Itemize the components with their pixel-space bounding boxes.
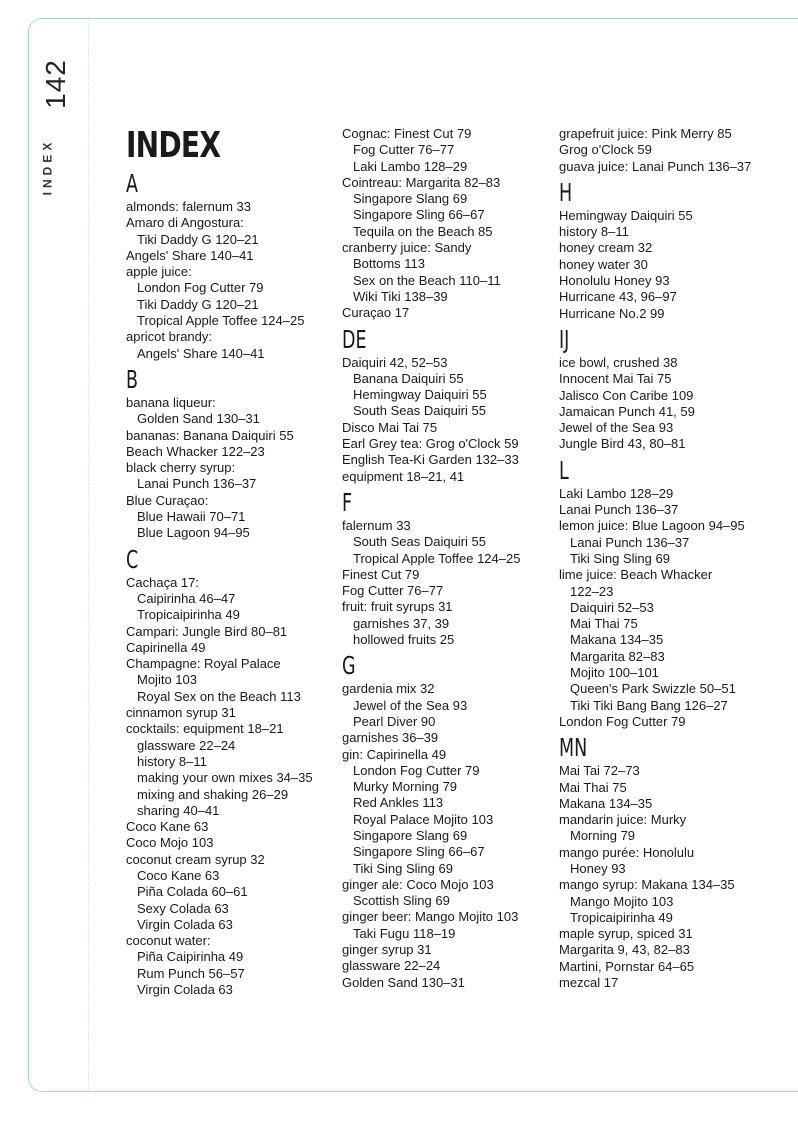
- index-subentry: Fog Cutter 76–77: [353, 142, 455, 158]
- index-entry: cranberry juice: Sandy: [342, 240, 472, 256]
- index-entry: Golden Sand 130–31: [342, 974, 465, 990]
- index-subentry: Sex on the Beach 110–11: [353, 272, 501, 288]
- index-entry: Fog Cutter 76–77: [342, 583, 444, 599]
- index-subentry: Wiki Tiki 138–39: [353, 288, 448, 304]
- index-subentry: Tequila on the Beach 85: [353, 223, 493, 239]
- index-entry: London Fog Cutter 79: [559, 713, 686, 729]
- section-letter: DE: [342, 324, 367, 354]
- section-letter: C: [126, 544, 139, 574]
- index-column-2: [342, 126, 547, 991]
- index-subentry: Golden Sand 130–31: [137, 411, 260, 427]
- side-label: [40, 130, 65, 210]
- index-subentry: Taki Fugu 118–19: [353, 925, 456, 941]
- index-subentry: Mai Thai 75: [570, 616, 638, 632]
- index-entry: ginger ale: Coco Mojo 103: [342, 876, 494, 892]
- index-entry: ginger beer: Mango Mojito 103: [342, 909, 519, 925]
- index-subentry: Margarita 82–83: [570, 648, 665, 664]
- index-subentry: Singapore Slang 69: [353, 827, 468, 843]
- index-subentry: Mango Mojito 103: [570, 893, 674, 909]
- index-subentry: Lanai Punch 136–37: [570, 534, 690, 550]
- index-subentry: Piña Colada 60–61: [137, 884, 248, 900]
- index-subentry: Hemingway Daiquiri 55: [353, 387, 487, 403]
- index-subentry: history 8–11: [137, 753, 207, 769]
- index-entry: Jewel of the Sea 93: [559, 420, 674, 436]
- index-entry: maple syrup, spiced 31: [559, 926, 693, 942]
- index-entry: Martini, Pornstar 64–65: [559, 958, 695, 974]
- index-subentry: South Seas Daiquiri 55: [353, 403, 486, 419]
- index-entry: apple juice:: [126, 264, 192, 280]
- index-subentry: sharing 40–41: [137, 802, 220, 818]
- index-entry: Campari: Jungle Bird 80–81: [126, 623, 288, 639]
- index-subentry: Scottish Sling 69: [353, 893, 450, 909]
- page-number: [39, 58, 77, 109]
- index-entry: garnishes 36–39: [342, 730, 439, 746]
- index-entry: mandarin juice: Murky: [559, 812, 687, 828]
- index-entry: Grog o'Clock 59: [559, 142, 652, 158]
- index-entry: ginger syrup 31: [342, 942, 432, 958]
- index-entry: Coco Kane 63: [126, 819, 209, 835]
- index-entry: gardenia mix 32: [342, 681, 435, 697]
- index-entry: Capirinella 49: [126, 639, 206, 655]
- index-entry: Mai Thai 75: [559, 779, 627, 795]
- index-entry: Curaçao 17: [342, 305, 410, 321]
- section-letter: G: [342, 651, 356, 681]
- index-entry: Cointreau: Margarita 82–83: [342, 174, 501, 190]
- index-entry: coconut water:: [126, 933, 211, 949]
- index-subentry: London Fog Cutter 79: [137, 280, 264, 296]
- index-subentry: Royal Sex on the Beach 113: [137, 688, 301, 704]
- index-entry: Innocent Mai Tai 75: [559, 371, 672, 387]
- index-subentry: London Fog Cutter 79: [353, 762, 480, 778]
- index-entry: guava juice: Lanai Punch 136–37: [559, 158, 752, 174]
- index-subentry: garnishes 37, 39: [353, 615, 450, 631]
- index-entry: Jalisco Con Caribe 109: [559, 387, 694, 403]
- section-letter: MN: [559, 733, 588, 763]
- index-subentry: Coco Kane 63: [137, 867, 220, 883]
- index-entry: Blue Curaçao:: [126, 492, 209, 508]
- index-entry: Disco Mai Tai 75: [342, 419, 438, 435]
- index-entry: banana liqueur:: [126, 394, 216, 410]
- index-entry: Makana 134–35: [559, 795, 653, 811]
- index-entry: English Tea-Ki Garden 132–33: [342, 452, 519, 468]
- index-entry: cocktails: equipment 18–21: [126, 721, 284, 737]
- index-entry: glassware 22–24: [342, 958, 441, 974]
- index-subentry: Tiki Sing Sling 69: [570, 550, 670, 566]
- index-subentry: Mojito 100–101: [570, 665, 659, 681]
- index-subentry: Tiki Tiki Bang Bang 126–27: [570, 697, 728, 713]
- index-entry: history 8–11: [559, 224, 629, 240]
- side-label-text: INDEX: [40, 138, 55, 196]
- index-subentry: Mojito 103: [137, 672, 197, 688]
- index-entry: Hurricane 43, 96–97: [559, 289, 677, 305]
- section-letter: L: [559, 455, 569, 485]
- index-subentry: Piña Caipirinha 49: [137, 949, 244, 965]
- index-entry: Beach Whacker 122–23: [126, 443, 265, 459]
- index-entry: Amaro di Angostura:: [126, 215, 244, 231]
- index-entry: Daiquiri 42, 52–53: [342, 354, 448, 370]
- index-subentry: Singapore Slang 69: [353, 191, 468, 207]
- index-subentry: Tropical Apple Toffee 124–25: [137, 313, 305, 329]
- index-subentry: Daiquiri 52–53: [570, 599, 654, 615]
- index-subentry: glassware 22–24: [137, 737, 236, 753]
- index-subentry: Morning 79: [570, 828, 636, 844]
- index-entry: Margarita 9, 43, 82–83: [559, 942, 690, 958]
- index-entry: bananas: Banana Daiquiri 55: [126, 427, 294, 443]
- index-entry: Hemingway Daiquiri 55: [559, 207, 693, 223]
- index-subentry: Rum Punch 56–57: [137, 965, 245, 981]
- index-subentry: Royal Palace Mojito 103: [353, 811, 494, 827]
- index-entry: almonds: falernum 33: [126, 199, 252, 214]
- index-column-3: [559, 126, 794, 991]
- column-entries: [342, 126, 547, 991]
- index-subentry: Tiki Daddy G 120–21: [137, 296, 259, 312]
- index-entry: cinnamon syrup 31: [126, 705, 236, 721]
- index-subentry: Red Ankles 113: [353, 795, 444, 811]
- index-entry: honey cream 32: [559, 240, 653, 256]
- index-subentry: Blue Hawaii 70–71: [137, 509, 246, 525]
- index-subentry: hollowed fruits 25: [353, 632, 455, 648]
- index-subentry: Queen's Park Swizzle 50–51: [570, 681, 736, 697]
- index-subentry: Lanai Punch 136–37: [137, 476, 257, 492]
- index-entry: mezcal 17: [559, 975, 619, 991]
- index-subentry: Virgin Colada 63: [137, 916, 233, 932]
- index-entry: black cherry syrup:: [126, 460, 236, 476]
- index-subentry: 122–23: [570, 583, 614, 599]
- page-title: INDEX: [126, 125, 221, 166]
- index-entry: Mai Tai 72–73: [559, 763, 640, 779]
- index-entry: lemon juice: Blue Lagoon 94–95: [559, 518, 745, 534]
- index-entry: Champagne: Royal Palace: [126, 656, 281, 672]
- page-number-text: 142: [39, 59, 71, 109]
- index-subentry: Tiki Sing Sling 69: [353, 860, 453, 876]
- index-entry: mango syrup: Makana 134–35: [559, 877, 735, 893]
- column-entries: [126, 169, 326, 998]
- index-subentry: Tropicaipirinha 49: [137, 607, 240, 623]
- index-entry: Honolulu Honey 93: [559, 273, 670, 289]
- index-column-1: [126, 126, 326, 998]
- index-subentry: Blue Lagoon 94–95: [137, 525, 250, 541]
- section-letter: IJ: [559, 324, 570, 354]
- index-entry: Coco Mojo 103: [126, 835, 214, 851]
- index-subentry: Honey 93: [570, 860, 626, 876]
- section-letter: B: [126, 364, 139, 394]
- index-subentry: Bottoms 113: [353, 256, 426, 272]
- margin-guide: [88, 18, 89, 1090]
- index-entry: apricot brandy:: [126, 329, 212, 345]
- index-entry: fruit: fruit syrups 31: [342, 599, 453, 615]
- index-subentry: Caipirinha 46–47: [137, 590, 236, 606]
- index-subentry: mixing and shaking 26–29: [137, 786, 289, 802]
- index-entry: Laki Lambo 128–29: [559, 485, 674, 501]
- index-entry: Cachaça 17:: [126, 574, 199, 590]
- index-entry: coconut cream syrup 32: [126, 851, 265, 867]
- index-entry: equipment 18–21, 41: [342, 468, 465, 484]
- index-subentry: making your own mixes 34–35: [137, 770, 313, 786]
- index-subentry: South Seas Daiquiri 55: [353, 534, 486, 550]
- index-entry: gin: Capirinella 49: [342, 746, 447, 762]
- index-subentry: Angels' Share 140–41: [137, 345, 265, 361]
- index-subentry: Banana Daiquiri 55: [353, 370, 464, 386]
- index-entry: Angels' Share 140–41: [126, 247, 254, 263]
- index-entry: Hurricane No.2 99: [559, 305, 665, 321]
- section-letter: F: [342, 487, 353, 517]
- index-entry: grapefruit juice: Pink Merry 85: [559, 126, 732, 141]
- index-entry: Finest Cut 79: [342, 566, 420, 582]
- index-entry: Jungle Bird 43, 80–81: [559, 436, 686, 452]
- section-letter: A: [126, 169, 138, 198]
- column-entries: [559, 126, 794, 991]
- index-entry: Lanai Punch 136–37: [559, 502, 679, 518]
- index-entry: mango purée: Honolulu: [559, 844, 695, 860]
- index-subentry: Singapore Sling 66–67: [353, 844, 485, 860]
- index-subentry: Tiki Daddy G 120–21: [137, 231, 259, 247]
- index-subentry: Laki Lambo 128–29: [353, 158, 468, 174]
- index-subentry: Tropical Apple Toffee 124–25: [353, 550, 521, 566]
- index-entry: ice bowl, crushed 38: [559, 354, 678, 370]
- index-entry: Cognac: Finest Cut 79: [342, 126, 472, 141]
- index-subentry: Virgin Colada 63: [137, 982, 233, 998]
- index-subentry: Makana 134–35: [570, 632, 664, 648]
- index-subentry: Murky Morning 79: [353, 779, 458, 795]
- index-entry: Jamaican Punch 41, 59: [559, 403, 695, 419]
- index-subentry: Tropicaipirinha 49: [570, 909, 673, 925]
- index-subentry: Jewel of the Sea 93: [353, 697, 468, 713]
- index-entry: falernum 33: [342, 517, 411, 533]
- index-subentry: Singapore Sling 66–67: [353, 207, 485, 223]
- index-entry: honey water 30: [559, 256, 648, 272]
- index-subentry: Pearl Diver 90: [353, 713, 436, 729]
- section-letter: H: [559, 177, 573, 207]
- index-subentry: Sexy Colada 63: [137, 900, 229, 916]
- index-entry: Earl Grey tea: Grog o'Clock 59: [342, 436, 519, 452]
- index-entry: lime juice: Beach Whacker: [559, 567, 713, 583]
